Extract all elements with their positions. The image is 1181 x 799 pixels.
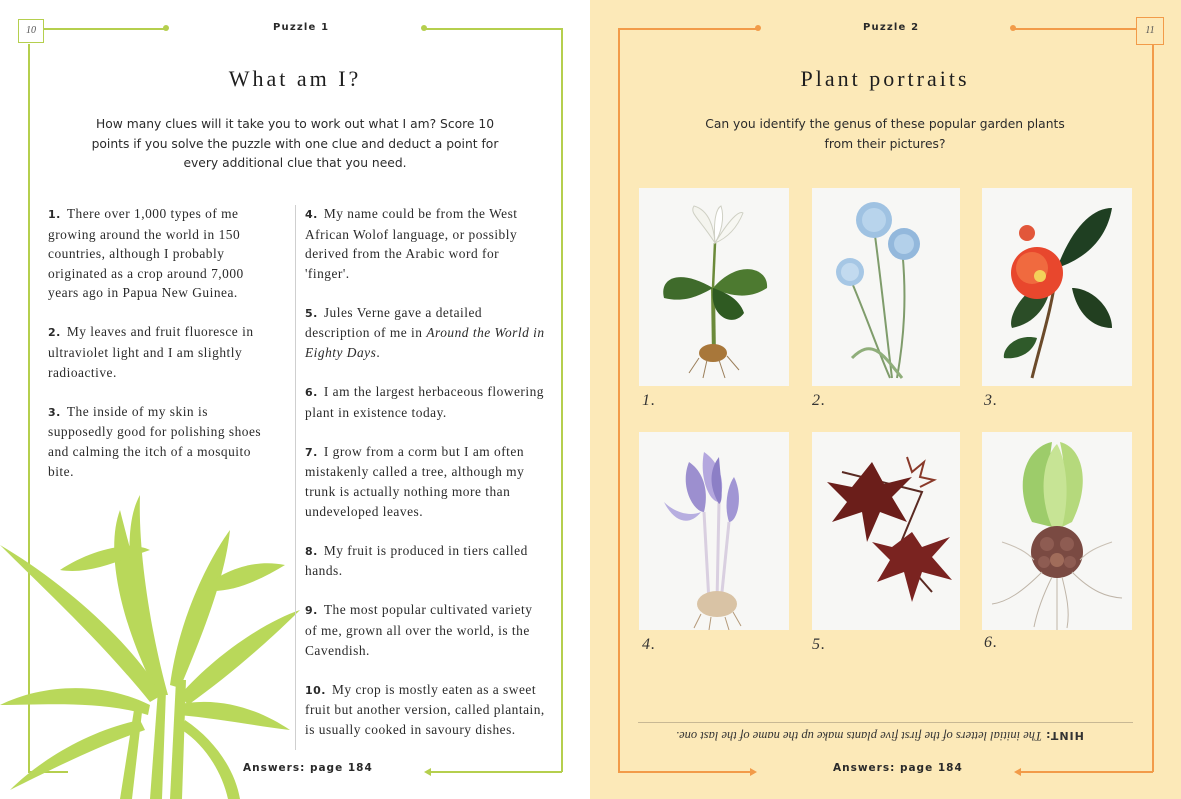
- page-title: What am I?: [228, 66, 362, 91]
- hint-text: [676, 728, 1084, 743]
- clue-text: There over 1,000 types of me growing around the world in 150 countries, although I probably originated as a crop around 7,000 years ago in Papua New Guinea.: [48, 206, 244, 301]
- clues-column-1: [48, 204, 268, 501]
- banana-plant-silhouette-icon: [0, 490, 300, 799]
- frame-dot: [163, 25, 169, 31]
- plant-card: [812, 432, 960, 630]
- plant-number: 6.: [984, 634, 998, 651]
- frame-bottom-left: [618, 771, 750, 773]
- page-number-right: 11: [1136, 17, 1164, 45]
- clue-text: My name could be from the West African Wolof language, or possibly derived from the Arabic word for 'finger'.: [305, 206, 518, 281]
- clue-number: 3.: [48, 405, 61, 419]
- frame-dot: [755, 25, 761, 31]
- clue-number: 5.: [305, 306, 318, 320]
- clue-number: 9.: [305, 604, 318, 618]
- right-page: [590, 0, 1181, 799]
- camellia-illustration-icon: [982, 188, 1132, 386]
- frame-bottom-right: [1020, 771, 1153, 773]
- clue-number: 7.: [305, 445, 318, 459]
- book-title: Around the World in Eighty Days: [305, 325, 545, 361]
- clue-item: [305, 680, 545, 740]
- clue-text: My fruit is produced in tiers called hands.: [305, 542, 528, 579]
- haemanthus-illustration-icon: [982, 432, 1132, 630]
- frame-left: [618, 28, 620, 772]
- plant-number: 3.: [984, 392, 998, 409]
- frame-top-right: [424, 28, 562, 30]
- arrow-icon: [424, 768, 431, 776]
- plant-card: [639, 188, 789, 386]
- answers-reference: Answers: page 184: [833, 762, 963, 774]
- clue-text: My leaves and fruit fluoresce in ultraviolet light and I am slightly radioactive.: [48, 324, 254, 380]
- clue-text: .: [376, 345, 381, 361]
- arrow-icon: [750, 768, 757, 776]
- clue-item: [305, 303, 545, 363]
- puzzle-label: Puzzle 2: [863, 22, 920, 33]
- clue-number: 2.: [48, 326, 61, 340]
- clue-number: 8.: [305, 544, 318, 558]
- clue-number: 4.: [305, 208, 318, 221]
- plant-card: [982, 188, 1132, 386]
- frame-bottom-right: [430, 771, 562, 773]
- left-page: [0, 0, 590, 799]
- crocus-illustration-icon: [639, 432, 789, 630]
- clues-column-2: [305, 204, 545, 759]
- clue-item: [305, 204, 545, 283]
- frame-top-left: [618, 28, 756, 30]
- frame-right: [1152, 44, 1154, 772]
- clue-text: The inside of my skin is supposedly good for polishing shoes and calming the itch of a mosquito bite.: [48, 403, 262, 479]
- clue-item: [48, 204, 268, 303]
- clue-item: [305, 442, 545, 521]
- arrow-icon: [1014, 768, 1021, 776]
- plant-number: 5.: [812, 636, 826, 653]
- plant-number: 2.: [812, 392, 826, 409]
- clue-text: I grow from a corm but I am often mistakenly called a tree, although my trunk is actually nothing more than undeveloped leaves.: [305, 443, 525, 519]
- plant-card: [982, 432, 1132, 630]
- intro-text: Can you identify the genus of these popular garden plants from their pictures?: [705, 117, 1065, 151]
- clue-item: [305, 600, 545, 660]
- clue-text: My crop is mostly eaten as a sweet fruit but another version, called plantain, is usually cooked in savoury dishes.: [305, 681, 545, 737]
- plant-number: 4.: [642, 636, 656, 653]
- clue-item: [305, 541, 545, 581]
- plant-number: 1.: [642, 392, 656, 409]
- answers-reference: Answers: page 184: [243, 762, 373, 774]
- clue-text: The most popular cultivated variety of me, grown all over the world, is the Cavendish.: [305, 602, 533, 658]
- frame-right: [561, 28, 563, 772]
- allium-illustration-icon: [812, 188, 960, 386]
- clue-item: [305, 382, 545, 422]
- frame-top-right: [1013, 28, 1136, 30]
- clue-item: [48, 402, 268, 481]
- clue-text: I am the largest herbaceous flowering plant in existence today.: [305, 384, 544, 420]
- intro-text: How many clues will it take you to work out what I am? Score 10 points if you solve the puzzle with one clue and deduct a point for every additional clue that you need.: [91, 117, 499, 170]
- hint-label: HINT:: [1045, 729, 1084, 742]
- plant-card: [812, 188, 960, 386]
- clue-number: 6.: [305, 386, 318, 400]
- trillium-illustration-icon: [639, 188, 789, 386]
- page-title: Plant portraits: [800, 66, 970, 91]
- clue-item: [48, 322, 268, 382]
- acer-illustration-icon: [812, 432, 960, 630]
- hint-divider: [638, 722, 1133, 723]
- puzzle-label: Puzzle 1: [273, 22, 330, 33]
- clue-number: 10.: [305, 683, 326, 697]
- frame-top-left: [44, 28, 166, 30]
- clue-number: 1.: [48, 208, 61, 221]
- plant-card: [639, 432, 789, 630]
- clue-text: Jules Verne gave a detailed description of me in: [305, 304, 483, 341]
- page-number-left: 10: [18, 19, 44, 43]
- column-divider: [295, 205, 296, 750]
- hint-body: The initial letters of the first five plants make up the name of the last one.: [676, 729, 1042, 743]
